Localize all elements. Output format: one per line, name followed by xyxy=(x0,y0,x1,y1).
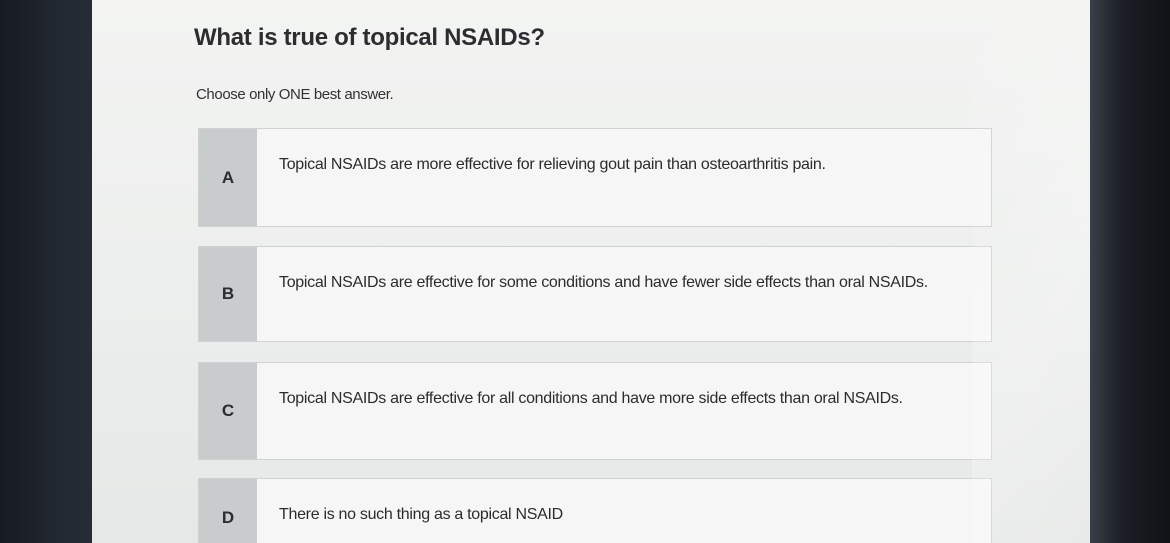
answer-option-b[interactable] xyxy=(198,246,992,342)
question-instruction: Choose only ONE best answer. xyxy=(196,86,394,103)
option-text-c: Topical NSAIDs are effective for all conditions and have more side effects than oral NSAIDs. xyxy=(279,390,903,407)
option-text-d: There is no such thing as a topical NSAID xyxy=(279,506,563,523)
answer-option-c[interactable] xyxy=(198,362,992,460)
option-text-b: Topical NSAIDs are effective for some conditions and have fewer side effects than oral NSAIDs. xyxy=(279,274,928,291)
option-letter-b: B xyxy=(199,247,257,341)
option-letter-c: C xyxy=(199,363,257,459)
device-bezel xyxy=(1090,0,1170,543)
option-text-a: Topical NSAIDs are more effective for relieving gout pain than osteoarthritis pain. xyxy=(279,156,826,173)
answer-option-d[interactable] xyxy=(198,478,992,543)
option-letter-a: A xyxy=(199,129,257,226)
question-title: What is true of topical NSAIDs? xyxy=(194,24,545,51)
option-letter-d: D xyxy=(199,479,257,543)
quiz-screen xyxy=(92,0,1092,543)
answer-option-a[interactable] xyxy=(198,128,992,227)
